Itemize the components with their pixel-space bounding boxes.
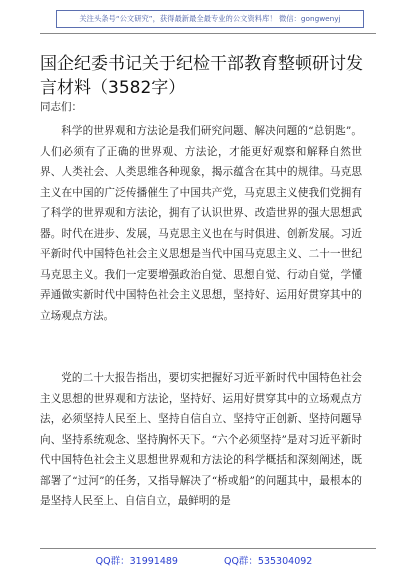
paragraph-2: 党的二十大报告指出，要切实把握好习近平新时代中国特色社会主义思想的世界观和方法论，坚持好、运用好贯穿其中的立场观点方法，必须坚持人民至上、坚持自信自立、坚持守正创新、坚持问题导向、坚持系统观念、坚持胸怀天下。“六个必须坚持”是对习近平新时代中国特色社会主义思想世界观和方法论的科学概括和深刻阐述，既部署了“过河”的任务，又指导解决了“桥或船”的问题其中，最根本的是坚持人民至上、自信自立，最鲜明的是: [40, 372, 362, 507]
salutation: 同志们：: [40, 101, 82, 113]
footer: [0, 553, 408, 567]
header-banner-text: 关注头条号“公文研究”，获得最新最全最专业的公文资料库！ 微信：gongwenyj: [79, 14, 341, 23]
footer-divider: [40, 548, 376, 549]
header-banner: [56, 10, 364, 28]
footer-qq-left: QQ群：31991489: [95, 556, 178, 567]
document-title: 国企纪委书记关于纪检干部教育整顿研讨发言材料（3582字）: [40, 54, 363, 98]
paragraph-1: 科学的世界观和方法论是我们研究问题、解决问题的“总钥匙”。人们必须有了正确的世界观、方法论，才能更好观察和解释自然世界、人类社会、人类思维各种现象，揭示蕴含在其中的规律。马克思主义在中国的广泛传播催生了中国共产党，马克思主义使我们党拥有了科学的世界观和方法论，拥有了认识世界、改造世界的强大思想武器。时代在进步、发展，马克思主义也在与时俱进、创新发展。习近平新时代中国特色社会主义思想是当代中国马克思主义、二十一世纪马克思主义。我们一定要增强政治自觉、思想自觉、行动自觉，学懂弄通做实新时代中国特色社会主义思想，坚持好、运用好贯穿其中的立场观点方法。: [40, 125, 362, 322]
footer-qq-right: QQ群：535304092: [223, 556, 313, 567]
header-divider: [40, 33, 376, 34]
